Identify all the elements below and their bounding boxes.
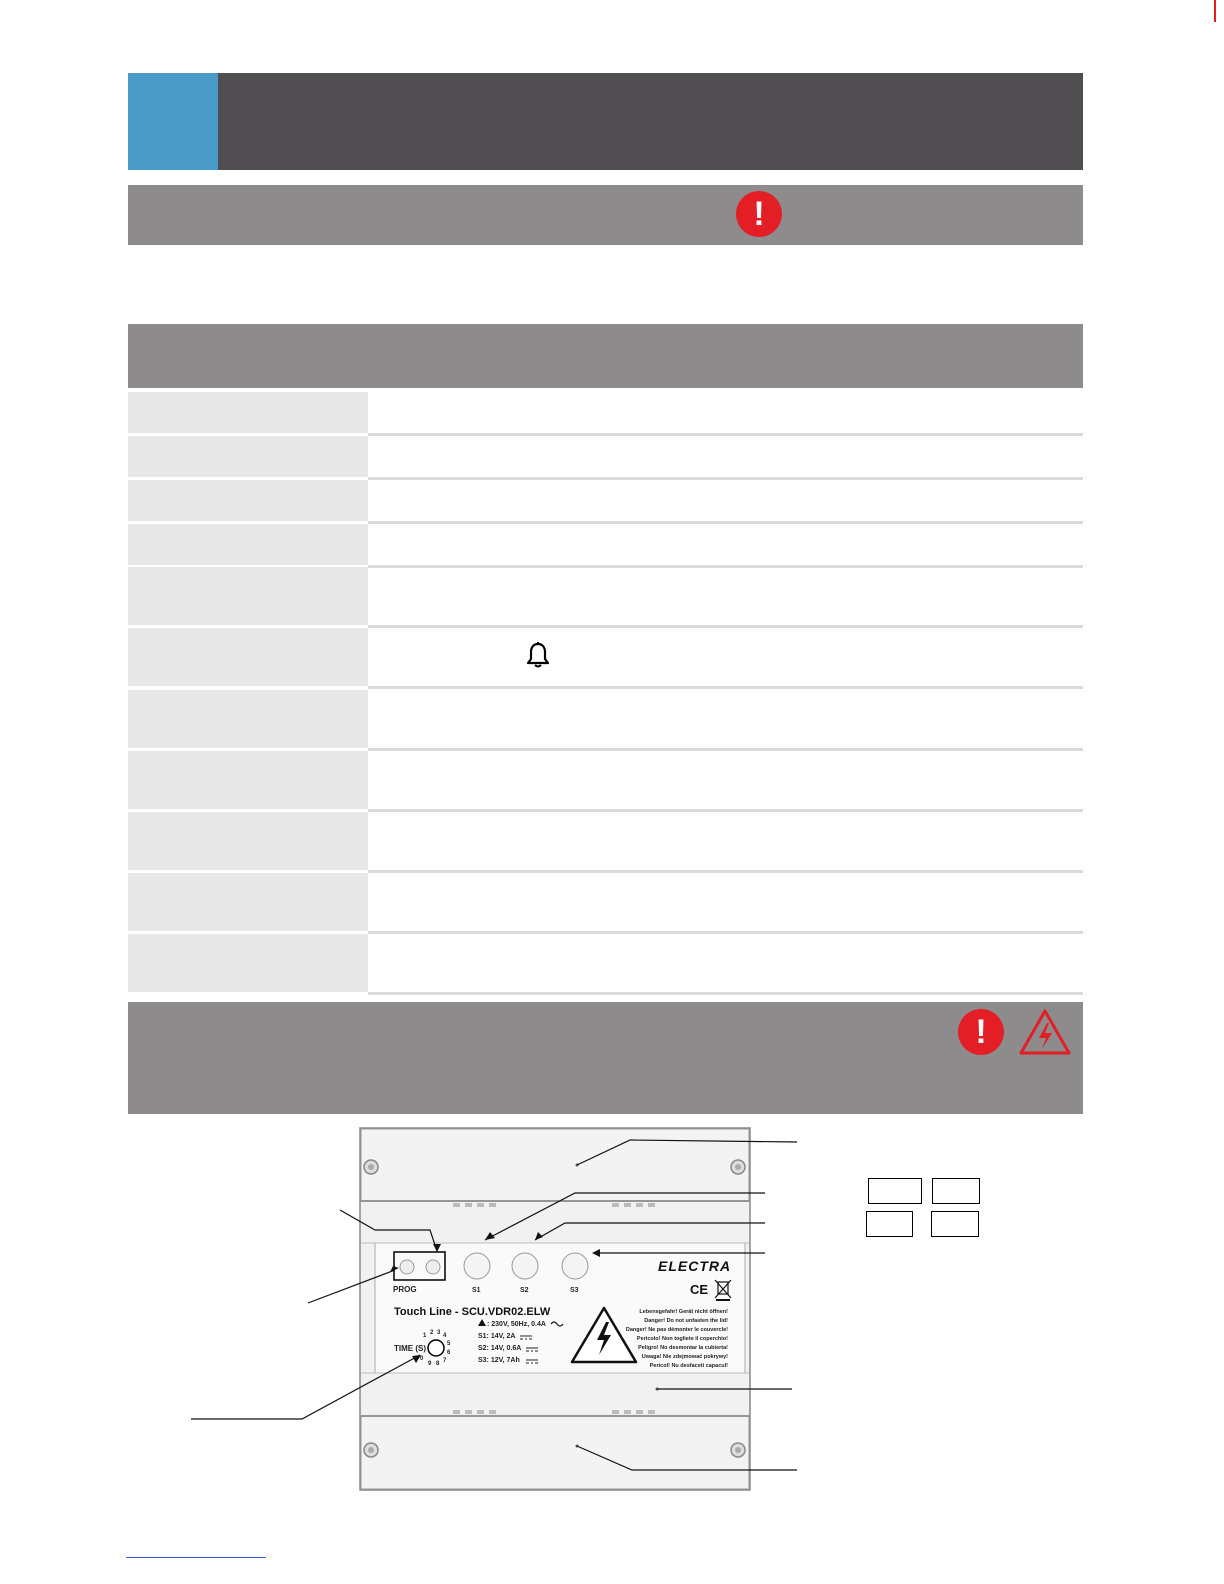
spec-s2: S2: 14V, 0.6A (478, 1345, 522, 1352)
svg-text:4: 4 (443, 1333, 447, 1339)
table-row-value (368, 751, 1083, 812)
s3-indicator-icon (562, 1253, 588, 1279)
table-row-value (368, 567, 1083, 628)
time-label: TIME (S) (394, 1344, 426, 1353)
specs-section-bar (128, 324, 1083, 388)
table-row-label (128, 873, 368, 931)
svg-text:0: 0 (420, 1356, 424, 1362)
exclamation-circle-icon: ! (736, 191, 782, 237)
table-row-value (368, 690, 1083, 751)
svg-text:2: 2 (430, 1330, 434, 1336)
time-dial-icon (428, 1340, 444, 1356)
table-row-value (368, 392, 1083, 436)
table-row-label (128, 812, 368, 870)
bell-icon (526, 641, 550, 669)
table-row-label (128, 628, 368, 686)
svg-text:3: 3 (437, 1330, 441, 1336)
svg-text:8: 8 (436, 1361, 440, 1367)
table-row-value (368, 524, 1083, 568)
prog-led-icon (400, 1260, 414, 1274)
product-name: Touch Line - SCU.VDR02.ELW (394, 1306, 551, 1318)
table-row-label (128, 392, 368, 433)
s1-label: S1 (472, 1287, 481, 1294)
s1-indicator-icon (464, 1253, 490, 1279)
top-cover (361, 1129, 749, 1201)
svg-text:Pericolo! Non togliete il cope: Pericolo! Non togliete il coperchio! (636, 1336, 728, 1342)
high-voltage-triangle-icon (1018, 1008, 1072, 1056)
table-row-value (368, 480, 1083, 524)
prog-label: PROG (393, 1285, 417, 1294)
brand-logo: ELECTRA (658, 1258, 732, 1274)
table-row-value (368, 628, 1083, 689)
table-row-label (128, 690, 368, 748)
table-row-label (128, 524, 368, 565)
table-row-value (368, 873, 1083, 934)
header-accent-block (128, 73, 218, 170)
exclamation-circle-icon: ! (958, 1009, 1004, 1055)
table-row-value (368, 436, 1083, 480)
svg-text:Uwaga! Nie zdejmować pokrywy!: Uwaga! Nie zdejmować pokrywy! (641, 1354, 728, 1360)
prog-button-icon (426, 1260, 440, 1274)
svg-text:Peligro! No desmontar la cubie: Peligro! No desmontar la cubierta! (638, 1345, 728, 1351)
s3-label: S3 (570, 1287, 579, 1294)
warning-section-bar (128, 185, 1083, 245)
footer-link-underline[interactable] (126, 1557, 266, 1558)
table-row-value (368, 812, 1083, 873)
spec-s3: S3: 12V, 7Ah (478, 1357, 520, 1364)
svg-text:9: 9 (428, 1361, 432, 1367)
device-diagram (0, 1118, 1224, 1498)
page-edge-mark (1214, 0, 1216, 22)
legend-box (931, 1211, 979, 1237)
s2-indicator-icon (512, 1253, 538, 1279)
table-row-label (128, 934, 368, 992)
svg-text:Pericol! Nu desfaceti capacul!: Pericol! Nu desfaceti capacul! (649, 1363, 728, 1369)
svg-text:1: 1 (423, 1333, 427, 1339)
svg-text:5: 5 (447, 1341, 451, 1347)
power-spec: : 230V, 50Hz, 0.4A (487, 1321, 546, 1328)
legend-box (866, 1211, 913, 1237)
ce-mark: CE (690, 1282, 709, 1297)
svg-text:7: 7 (443, 1358, 447, 1364)
header-bar (218, 73, 1083, 170)
table-row-value (368, 934, 1083, 995)
svg-text:Danger! Do not unfasten the li: Danger! Do not unfasten the lid! (644, 1318, 728, 1324)
s2-label: S2 (520, 1287, 529, 1294)
svg-text:Lebensgefahr! Gerät nicht öffn: Lebensgefahr! Gerät nicht öffnen! (639, 1309, 728, 1315)
table-row-label (128, 567, 368, 625)
legend-box (932, 1178, 980, 1204)
table-row-label (128, 751, 368, 809)
svg-text:Danger! Ne pas démonter le cou: Danger! Ne pas démonter le couvercle! (625, 1327, 728, 1333)
svg-text:6: 6 (447, 1350, 451, 1356)
bottom-cover (361, 1416, 749, 1489)
spec-s1: S1: 14V, 2A (478, 1333, 516, 1340)
table-row-label (128, 480, 368, 521)
table-row-label (128, 436, 368, 477)
legend-box (868, 1178, 922, 1204)
installation-section-bar (128, 1002, 1083, 1114)
